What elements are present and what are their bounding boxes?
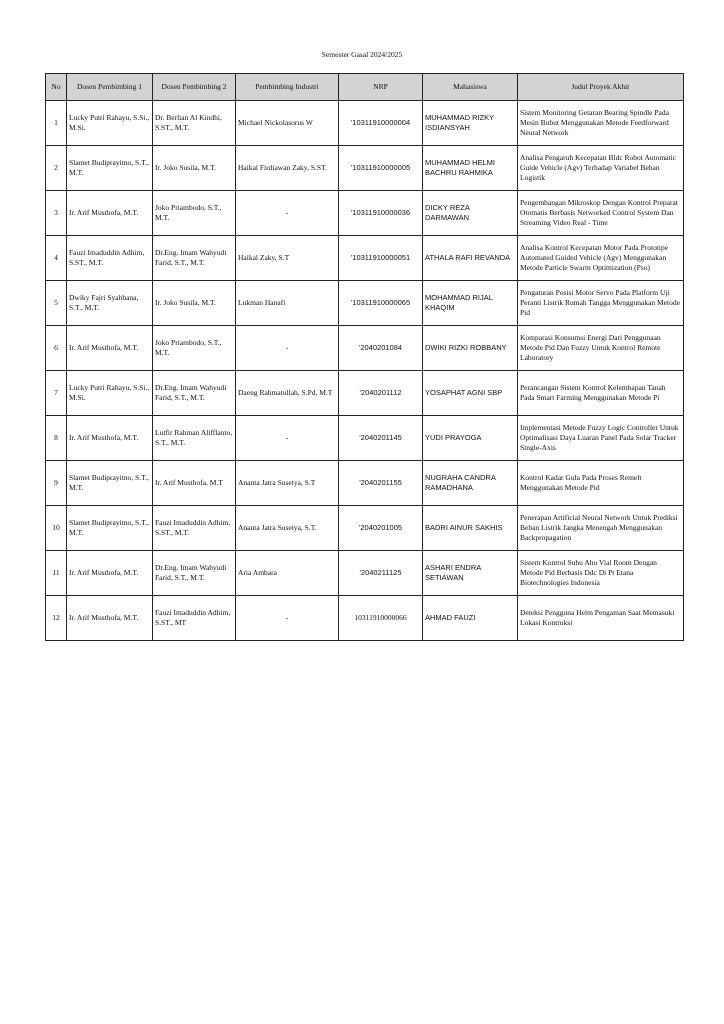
cell-mahasiswa: ATHALA RAFI REVANDA: [423, 236, 518, 281]
cell-dosen-1: Lucky Putri Rahayu, S.Si., M.Si.: [67, 101, 153, 146]
cell-dosen-1: Ir. Arif Musthofa, M.T.: [67, 416, 153, 461]
cell-no: 10: [46, 506, 67, 551]
cell-nrp: '2040201155: [339, 461, 423, 506]
cell-no: 1: [46, 101, 67, 146]
cell-judul: Komparasi Konsumsi Energi Dari Penggunaan Metode Pid Dan Fuzzy Untuk Kontrol Remote Laboratory: [518, 326, 684, 371]
cell-judul: Penerapan Artificial Neural Network Untuk Prediksi Beban Listrik Jangka Menengah Menggunakan Backpropagation: [518, 506, 684, 551]
cell-industri: Michael Nickolasorus W: [236, 101, 339, 146]
cell-dosen-2: Ir. Arif Musthofa, M.T: [153, 461, 236, 506]
header-dosen-1: Dosen Pembimbing 1: [67, 74, 153, 101]
cell-industri: Daeng Rahmatullah, S.Pd, M.T: [236, 371, 339, 416]
cell-dosen-2: Ir. Joko Susila, M.T.: [153, 146, 236, 191]
cell-dosen-2: Dr.Eng. Imam Wahyudi Farid, S.T., M.T.: [153, 371, 236, 416]
cell-no: 3: [46, 191, 67, 236]
cell-nrp: '10311910000005: [339, 146, 423, 191]
table-row: [46, 281, 684, 326]
cell-dosen-2: Fauzi Imaduddin Adhim, S.ST., MT: [153, 596, 236, 641]
cell-industri: -: [236, 596, 339, 641]
cell-judul: Sistem Monitoring Getaran Bearing Spindle Pada Mesin Bubut Menggunakan Metode Feedforward Neural Network: [518, 101, 684, 146]
cell-nrp: 10311910000066: [339, 596, 423, 641]
cell-dosen-2: Fauzi Imaduddin Adhim, S.ST., M.T.: [153, 506, 236, 551]
cell-nrp: '2040201005: [339, 506, 423, 551]
header-industri: Pembimbing Industri: [236, 74, 339, 101]
cell-no: 9: [46, 461, 67, 506]
cell-dosen-2: Joko Priambodo, S.T., M.T.: [153, 326, 236, 371]
cell-judul: Kontrol Kadar Gula Pada Proses Remelt Menggunakan Metode Pid: [518, 461, 684, 506]
cell-no: 12: [46, 596, 67, 641]
cell-dosen-2: Joko Priambodo, S.T., M.T.: [153, 191, 236, 236]
header-dosen-2: Dosen Pembimbing 2: [153, 74, 236, 101]
cell-judul: Deteksi Pengguna Helm Pengaman Saat Memasuki Lokasi Kontruksi: [518, 596, 684, 641]
cell-no: 8: [46, 416, 67, 461]
table-row: [46, 371, 684, 416]
table-row: [46, 596, 684, 641]
cell-industri: -: [236, 191, 339, 236]
page-title: Semester Gasal 2024/2025: [321, 50, 403, 59]
table-header-row: [46, 74, 684, 101]
cell-nrp: '2040201112: [339, 371, 423, 416]
cell-nrp: '2040201084: [339, 326, 423, 371]
cell-industri: Lukman Hanafi: [236, 281, 339, 326]
cell-nrp: '10311910000065: [339, 281, 423, 326]
cell-mahasiswa: MUHAMMAD HELMI BACHRU RAHMIKA: [423, 146, 518, 191]
cell-no: 5: [46, 281, 67, 326]
table-row: [46, 191, 684, 236]
table-row: [46, 236, 684, 281]
cell-mahasiswa: NUGRAHA CANDRA RAMADHANA: [423, 461, 518, 506]
cell-no: 7: [46, 371, 67, 416]
cell-no: 2: [46, 146, 67, 191]
table-row: [46, 416, 684, 461]
cell-industri: -: [236, 416, 339, 461]
table-row: [46, 551, 684, 596]
cell-judul: Perancangan Sistem Kontrol Kelembapan Tanah Pada Smart Farming Menggunakan Metode Pi: [518, 371, 684, 416]
table-row: [46, 101, 684, 146]
cell-mahasiswa: MOHAMMAD RIJAL KHAQIM: [423, 281, 518, 326]
cell-industri: Haikal Firdiawan Zaky, S.ST.: [236, 146, 339, 191]
cell-dosen-1: Lucky Putri Rahayu, S.Si., M.Si.: [67, 371, 153, 416]
project-table: [45, 73, 684, 641]
cell-dosen-1: Slamet Budiprayitno, S.T., M.T.: [67, 146, 153, 191]
table-row: [46, 326, 684, 371]
table-row: [46, 146, 684, 191]
cell-dosen-2: Dr.Eng. Imam Wahyudi Farid, S.T., M.T.: [153, 236, 236, 281]
cell-judul: Sistem Kontrol Suhu Ahu Vial Room Dengan Metode Pid Berbasis Ddc Di Pt Etana Biotechnologies Indonesia: [518, 551, 684, 596]
cell-dosen-2: Ir. Joko Susila, M.T.: [153, 281, 236, 326]
cell-no: 6: [46, 326, 67, 371]
cell-dosen-2: Dr. Berlian Al Kindhi, S.ST., M.T.: [153, 101, 236, 146]
cell-mahasiswa: YUDI PRAYOGA: [423, 416, 518, 461]
cell-judul: Pengaturan Posisi Motor Servo Pada Platform Uji Peranti Listrik Rumah Tangga Menggunakan Metode Pid: [518, 281, 684, 326]
cell-nrp: '10311910000004: [339, 101, 423, 146]
cell-dosen-1: Ir. Arif Musthofa, M.T.: [67, 551, 153, 596]
cell-judul: Implementasi Metode Fuzzy Logic Controller Untuk Optimalisasi Daya Luaran Panel Pada Solar Tracker Single-Axis: [518, 416, 684, 461]
cell-dosen-1: Dwiky Fajri Syahbana, S.T., M.T.: [67, 281, 153, 326]
cell-nrp: '2040201145: [339, 416, 423, 461]
cell-judul: Analisa Pengaruh Kecepatan Bldc Robot Automatic Guide Vehicle (Agv) Terhadap Variabel Beban Logistik: [518, 146, 684, 191]
cell-industri: Haikal Zaky, S.T: [236, 236, 339, 281]
header-no: No: [46, 74, 67, 101]
cell-dosen-1: Slamet Budiprayitno, S.T., M.T.: [67, 506, 153, 551]
table-row: [46, 506, 684, 551]
cell-judul: Analisa Kontrol Kecepatan Motor Pada Prototipe Automated Guided Vehicle (Agv) Menggunakan Metode Particle Swarm Optimization (Pso): [518, 236, 684, 281]
cell-no: 11: [46, 551, 67, 596]
cell-mahasiswa: DWIKI RIZKI ROBBANY: [423, 326, 518, 371]
cell-nrp: '2040211125: [339, 551, 423, 596]
cell-nrp: '10311910000051: [339, 236, 423, 281]
cell-industri: Ananta Jatra Susetya, S.T: [236, 461, 339, 506]
cell-industri: Aria Ambara: [236, 551, 339, 596]
header-judul: Judul Proyek Akhir: [518, 74, 684, 101]
cell-mahasiswa: ASHARI ENDRA SETIAWAN: [423, 551, 518, 596]
cell-industri: -: [236, 326, 339, 371]
table-row: [46, 461, 684, 506]
cell-mahasiswa: BADRI AINUR SAKHIS: [423, 506, 518, 551]
header-mahasiswa: Mahasiswa: [423, 74, 518, 101]
cell-dosen-1: Ir. Arif Musthofa, M.T.: [67, 326, 153, 371]
cell-dosen-1: Ir. Arif Musthofa, M.T.: [67, 191, 153, 236]
cell-mahasiswa: AHMAD FAUZI: [423, 596, 518, 641]
cell-dosen-1: Fauzi Imaduddin Adhim, S.ST., M.T.: [67, 236, 153, 281]
cell-dosen-2: Dr.Eng. Imam Wahyudi Farid, S.T., M.T.: [153, 551, 236, 596]
cell-dosen-1: Slamet Budiprayitno, S.T., M.T.: [67, 461, 153, 506]
cell-dosen-2: Lutfir Rahman Alifflanto, S.T., M.T.: [153, 416, 236, 461]
cell-mahasiswa: DICKY REZA DARMAWAN: [423, 191, 518, 236]
cell-dosen-1: Ir. Arif Musthofa, M.T.: [67, 596, 153, 641]
cell-industri: Ananta Jatra Susetya, S.T.: [236, 506, 339, 551]
cell-mahasiswa: MUHAMMAD RIZKY ISDIANSYAH: [423, 101, 518, 146]
header-nrp: NRP: [339, 74, 423, 101]
cell-judul: Pengembangan Mikroskop Dengan Kontrol Preparat Otomatis Berbasis Networked Control System Dan Streaming Video Real - Time: [518, 191, 684, 236]
cell-no: 4: [46, 236, 67, 281]
cell-mahasiswa: YOSAPHAT AGNI SBP: [423, 371, 518, 416]
cell-nrp: '10311910000036: [339, 191, 423, 236]
